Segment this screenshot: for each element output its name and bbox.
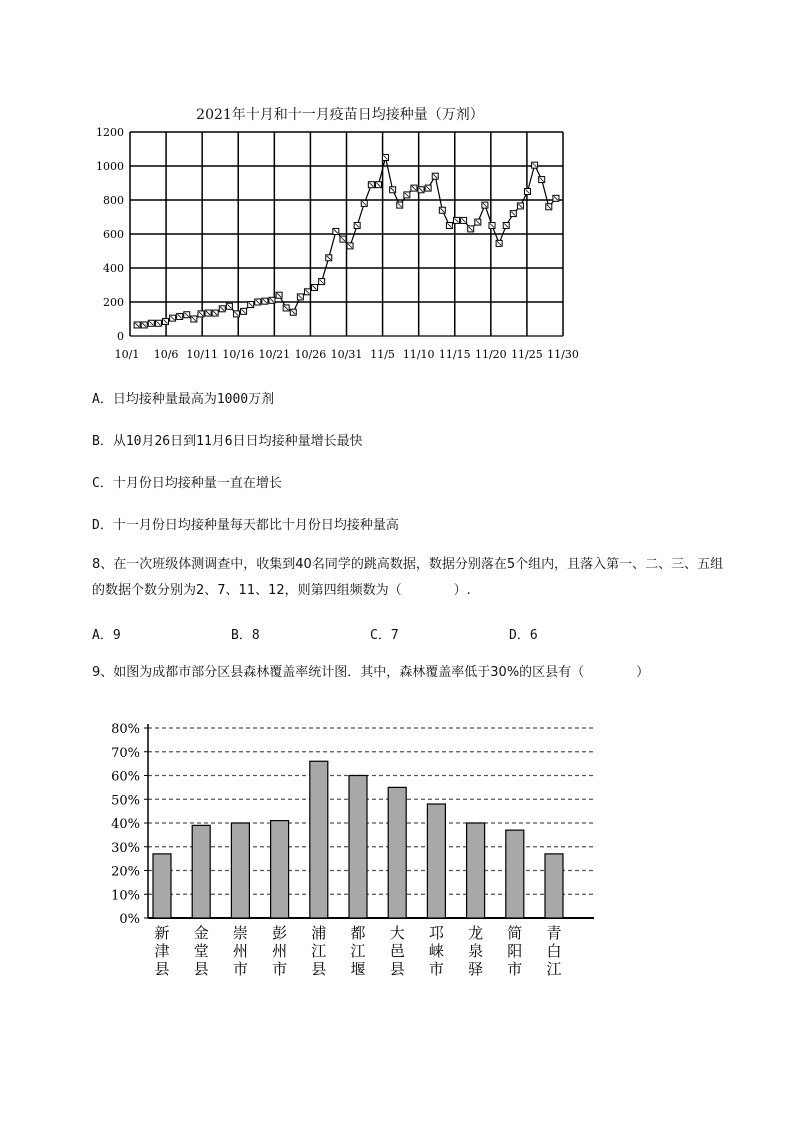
bar: [388, 787, 406, 918]
y-tick-label: 60%: [111, 769, 140, 785]
q8-option-c: C．7: [370, 628, 399, 643]
category-label-char: 泉: [468, 942, 484, 960]
data-point-marker: [368, 182, 374, 188]
category-label-char: 崇: [232, 924, 248, 942]
q8-option-b: B．8: [231, 628, 260, 643]
data-point-marker: [496, 240, 502, 246]
bar: [545, 854, 563, 918]
data-point-marker: [411, 185, 417, 191]
data-point-marker: [312, 285, 318, 291]
y-tick-label: 50%: [111, 793, 140, 809]
chart1-title: 2021年十月和十一月疫苗日均接种量（万剂）: [196, 107, 484, 123]
category-label-char: 堰: [350, 960, 366, 978]
q8-text: 8、在一次班级体测调查中，收集到40名同学的跳高数据，数据分别落在5个组内，且落入第一、二、三、五组的数据个数分别为2、7、11、12，则第四组频数为（ ）.: [92, 557, 724, 598]
q7-option-a: A．日均接种量最高为1000万剂: [92, 392, 275, 407]
data-point-marker: [326, 255, 332, 261]
category-label-char: 江: [546, 960, 562, 978]
x-tick-label: 11/25: [511, 348, 543, 361]
data-point-marker: [461, 217, 467, 223]
data-point-marker: [205, 310, 211, 316]
data-point-marker: [283, 305, 289, 311]
data-point-marker: [482, 202, 488, 208]
x-tick-label: 10/11: [186, 348, 219, 361]
x-tick-label: 11/10: [402, 348, 435, 361]
bar: [231, 823, 249, 918]
category-label-char: 新: [154, 924, 170, 942]
data-point-marker: [510, 211, 516, 217]
category-label-char: 市: [428, 960, 444, 978]
data-point-marker: [347, 243, 353, 249]
category-label-char: 江: [350, 942, 366, 960]
y-tick-label: 600: [103, 228, 124, 241]
category-label-char: 青: [546, 924, 562, 942]
data-point-marker: [191, 316, 197, 322]
data-point-marker: [517, 203, 523, 209]
category-label-char: 金: [193, 924, 209, 942]
data-point-marker: [375, 182, 381, 188]
data-point-marker: [354, 223, 360, 229]
y-tick-label: 1200: [96, 126, 124, 139]
y-tick-label: 40%: [111, 817, 140, 832]
category-label-char: 彭: [272, 924, 288, 942]
data-point-marker: [177, 313, 183, 319]
data-point-marker: [226, 303, 232, 309]
x-tick-label: 11/5: [370, 348, 395, 361]
x-tick-label: 10/16: [222, 348, 255, 361]
data-point-marker: [418, 187, 424, 193]
y-tick-label: 800: [103, 194, 124, 207]
bar: [467, 823, 485, 918]
bar: [427, 804, 445, 918]
y-tick-label: 0: [117, 330, 124, 343]
category-label-char: 县: [193, 960, 209, 978]
data-point-marker: [439, 207, 445, 213]
data-point-marker: [425, 185, 431, 191]
data-point-marker: [262, 298, 268, 304]
y-tick-label: 30%: [111, 840, 140, 856]
data-point-marker: [155, 320, 161, 326]
bar: [506, 830, 524, 918]
bar: [153, 854, 171, 918]
category-label-char: 崃: [428, 942, 444, 960]
q8-option-d: D．6: [509, 628, 538, 643]
data-point-marker: [397, 202, 403, 208]
data-point-marker: [304, 289, 310, 295]
x-tick-label: 10/21: [258, 348, 291, 361]
data-point-marker: [319, 279, 325, 285]
q7-option-d: D．十一月份日均接种量每天都比十月份日均接种量高: [92, 518, 399, 533]
data-point-marker: [212, 310, 218, 316]
category-label-char: 驿: [468, 960, 484, 978]
y-tick-label: 80%: [111, 722, 140, 737]
x-tick-label: 10/1: [114, 348, 140, 361]
category-label-char: 简: [507, 924, 523, 942]
data-point-marker: [489, 223, 495, 229]
category-label-char: 邛: [428, 924, 444, 942]
data-point-marker: [141, 322, 147, 328]
data-point-marker: [390, 187, 396, 193]
category-label-char: 浦: [311, 924, 327, 942]
category-label-char: 州: [272, 942, 288, 960]
data-point-marker: [404, 192, 410, 198]
data-point-marker: [446, 223, 452, 229]
data-point-marker: [276, 292, 282, 298]
y-tick-label: 200: [103, 296, 124, 309]
category-label-char: 白: [546, 942, 562, 960]
data-point-marker: [361, 200, 367, 206]
vaccination-line-chart: [90, 122, 600, 367]
y-tick-label: 0%: [119, 912, 140, 927]
data-point-marker: [468, 226, 474, 232]
data-point-marker: [432, 173, 438, 179]
data-point-marker: [532, 162, 538, 168]
data-point-marker: [248, 302, 254, 308]
y-tick-label: 400: [103, 262, 124, 275]
q7-option-c: C．十月份日均接种量一直在增长: [92, 476, 282, 491]
x-tick-label: 11/30: [547, 348, 579, 361]
category-label-char: 堂: [193, 942, 209, 960]
category-label-char: 市: [272, 960, 288, 978]
data-point-marker: [297, 294, 303, 300]
category-label-char: 龙: [468, 924, 484, 942]
data-point-marker: [170, 315, 176, 321]
category-label-char: 大: [389, 924, 405, 942]
bar: [271, 821, 289, 918]
q8-option-a: A．9: [92, 628, 121, 643]
data-point-marker: [503, 223, 509, 229]
data-point-marker: [184, 312, 190, 318]
data-point-marker: [241, 308, 247, 314]
x-tick-label: 11/15: [438, 348, 471, 361]
x-tick-label: 10/31: [330, 348, 363, 361]
data-point-marker: [383, 155, 389, 161]
data-point-marker: [546, 204, 552, 210]
data-point-marker: [539, 177, 545, 183]
category-label-char: 市: [507, 960, 523, 978]
q9-text: 9、如图为成都市部分区县森林覆盖率统计图．其中，森林覆盖率低于30%的区县有（ ）: [92, 665, 650, 680]
bar: [192, 825, 210, 918]
data-point-marker: [162, 319, 168, 325]
data-point-marker: [454, 217, 460, 223]
category-label-char: 津: [154, 942, 170, 960]
category-label-char: 阳: [507, 942, 523, 960]
category-label-char: 县: [311, 960, 327, 978]
bar: [310, 761, 328, 918]
category-label-char: 州: [232, 942, 248, 960]
data-point-marker: [255, 299, 261, 305]
data-point-marker: [233, 311, 239, 317]
y-tick-label: 70%: [111, 745, 140, 761]
data-point-marker: [219, 306, 225, 312]
data-point-marker: [269, 297, 275, 303]
x-tick-label: 10/6: [153, 348, 179, 361]
data-point-marker: [333, 228, 339, 234]
category-label-char: 江: [311, 942, 327, 960]
y-tick-label: 1000: [96, 160, 124, 173]
y-tick-label: 20%: [111, 864, 140, 880]
bar: [349, 776, 367, 919]
category-label-char: 邑: [389, 942, 405, 960]
data-point-marker: [134, 322, 140, 328]
x-tick-label: 11/20: [474, 348, 507, 361]
category-label-char: 县: [389, 960, 405, 978]
data-point-marker: [340, 236, 346, 242]
data-point-marker: [198, 311, 204, 317]
category-label-char: 县: [154, 960, 170, 978]
forest-coverage-bar-chart: [100, 716, 600, 986]
y-tick-label: 10%: [111, 888, 140, 904]
data-point-marker: [553, 195, 559, 201]
q7-option-b: B．从10月26日到11月6日日均接种量增长最快: [92, 434, 363, 449]
data-point-marker: [475, 219, 481, 225]
x-tick-label: 10/26: [294, 348, 327, 361]
data-point-marker: [525, 189, 531, 195]
category-label-char: 市: [232, 960, 248, 978]
data-point-marker: [148, 320, 154, 326]
data-point-marker: [290, 309, 296, 315]
category-label-char: 都: [350, 924, 366, 942]
